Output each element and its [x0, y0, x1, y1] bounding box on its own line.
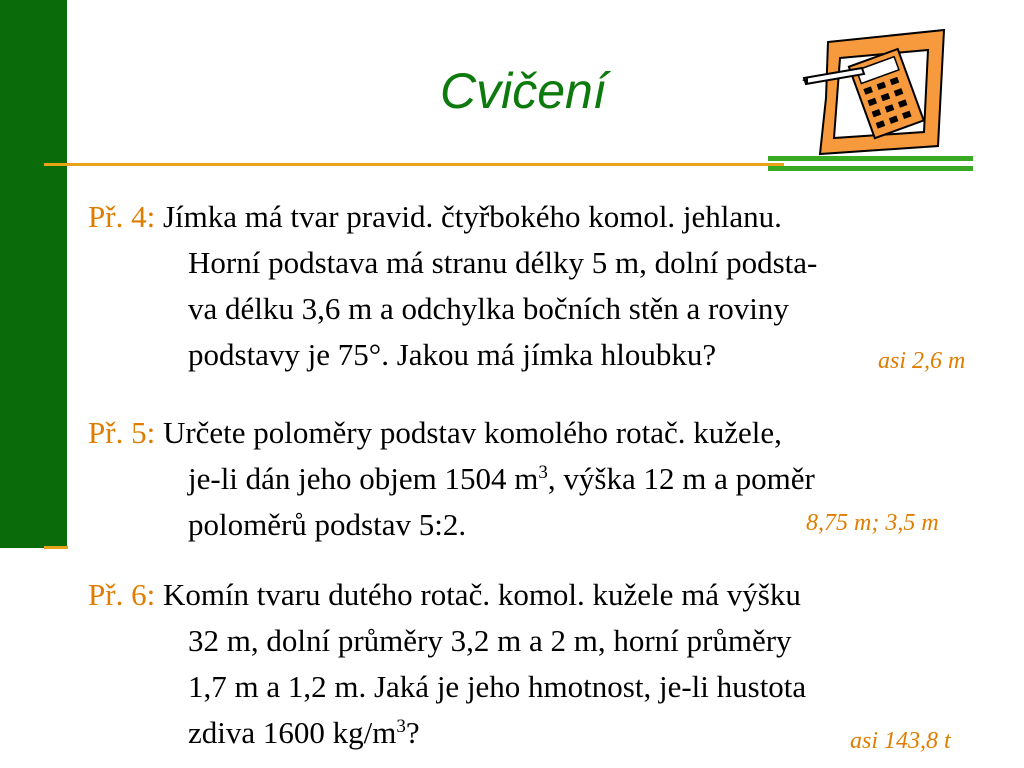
problem-text-line: je-li dán jeho objem 1504 $m^3$, výška 12 m a poměr	[188, 461, 815, 496]
problem-text-line: Jímka má tvar pravid. čtyřbokého komol. jehlanu.	[162, 199, 782, 234]
answer-6: asi 143,8 t	[850, 728, 951, 754]
calculator-notepad-icon	[800, 28, 950, 156]
problem-text-line: Horní podstava má stranu délky 5 m, dolní podsta-	[188, 245, 818, 280]
sidebar-rule	[44, 546, 68, 549]
problem-text-line: 1,7 m a 1,2 m. Jaká je jeho hmotnost, je-li hustota	[188, 669, 807, 704]
problem-text-line: 32 m, dolní průměry 3,2 m a 2 m, horní průměry	[188, 623, 792, 658]
problem-text-line: poloměrů podstav 5:2.	[188, 507, 467, 542]
accent-bars	[768, 156, 973, 176]
problem-text-line: zdiva 1600 $kg/m^3$?	[188, 715, 420, 750]
problem-label: Př. 6:	[88, 577, 156, 612]
problem-text-line: Určete poloměry podstav komolého rotač. kužele,	[162, 415, 782, 450]
side-bar	[0, 0, 67, 548]
title-underline	[44, 163, 784, 166]
answer-4: asi 2,6 m	[878, 348, 966, 374]
problem-label: Př. 4:	[88, 199, 156, 234]
problem-4	[88, 194, 1008, 378]
problem-text-line: podstavy je 75°. Jakou má jímka hloubku?	[188, 337, 717, 372]
problem-text-line: Komín tvaru dutého rotač. komol. kužele má výšku	[162, 577, 801, 612]
answer-5: 8,75 m; 3,5 m	[806, 510, 939, 536]
problem-text-line: va délku 3,6 m a odchylka bočních stěn a roviny	[188, 291, 789, 326]
problem-label: Př. 5:	[88, 415, 156, 450]
slide-title: Cvičení	[440, 63, 607, 119]
